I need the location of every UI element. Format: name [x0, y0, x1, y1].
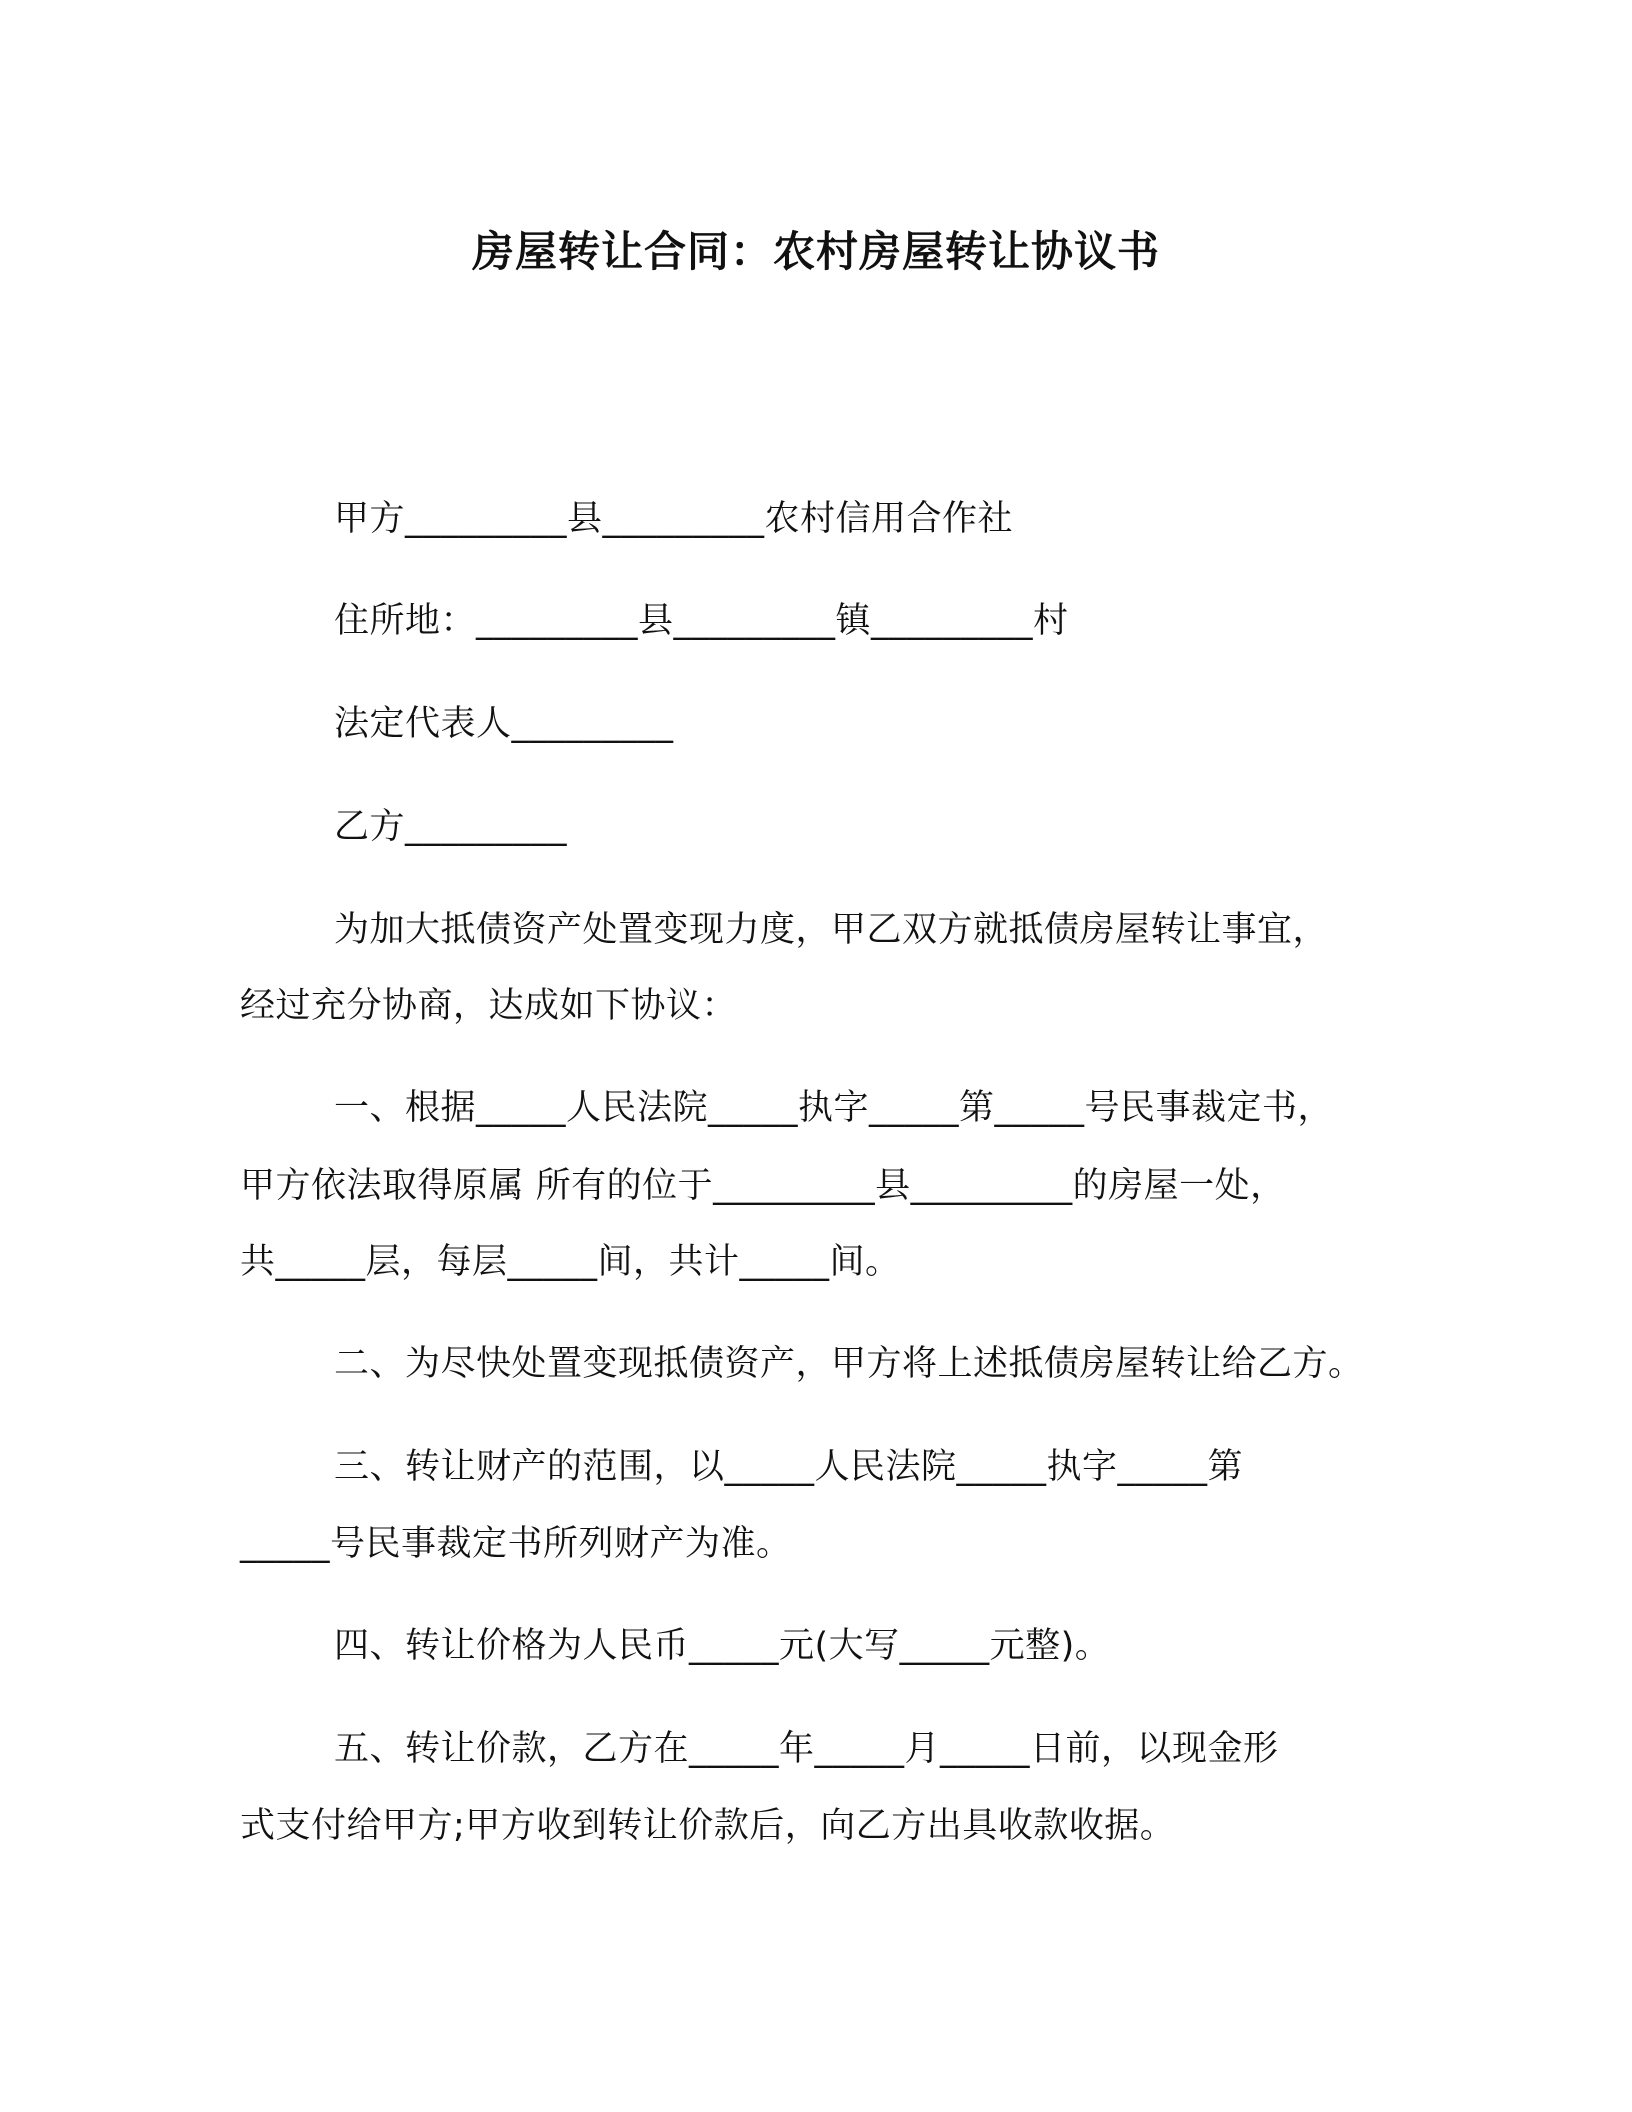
clause-1-line-2: 甲方依法取得原属 所有的位于_________县_________的房屋一处，	[240, 1166, 1286, 1206]
clause-1-line-3: 共_____层，每层_____间，共计_____间。	[240, 1242, 901, 1282]
clause-2-line-1: 二、为尽快处置变现抵债资产，甲方将上述抵债房屋转让给乙方。	[334, 1344, 1364, 1384]
clause-1-line-1: 一、根据_____人民法院_____执字_____第_____号民事裁定书，	[334, 1088, 1334, 1128]
clause-3-line-2: _____号民事裁定书所列财产为准。	[240, 1524, 792, 1564]
preamble-line-1: 为加大抵债资产处置变现力度，甲乙双方就抵债房屋转让事宜，	[334, 910, 1329, 950]
address-line: 住所地：_________县_________镇_________村	[334, 601, 1069, 641]
clause-5-line-2: 式支付给甲方;甲方收到转让价款后，向乙方出具收款收据。	[240, 1806, 1176, 1846]
clause-4-line-1: 四、转让价格为人民币_____元(大写_____元整)。	[334, 1626, 1111, 1666]
document-title: 房屋转让合同：农村房屋转让协议书	[471, 227, 1160, 276]
clause-5-line-1: 五、转让价款，乙方在_____年_____月_____日前，以现金形	[334, 1729, 1279, 1769]
party-b-line: 乙方_________	[334, 807, 568, 847]
preamble-line-2: 经过充分协商，达成如下协议：	[240, 986, 738, 1026]
party-a-line: 甲方_________县_________农村信用合作社	[334, 499, 1014, 539]
legal-representative-line: 法定代表人_________	[334, 704, 674, 744]
clause-3-line-1: 三、转让财产的范围，以_____人民法院_____执字_____第	[334, 1447, 1244, 1487]
